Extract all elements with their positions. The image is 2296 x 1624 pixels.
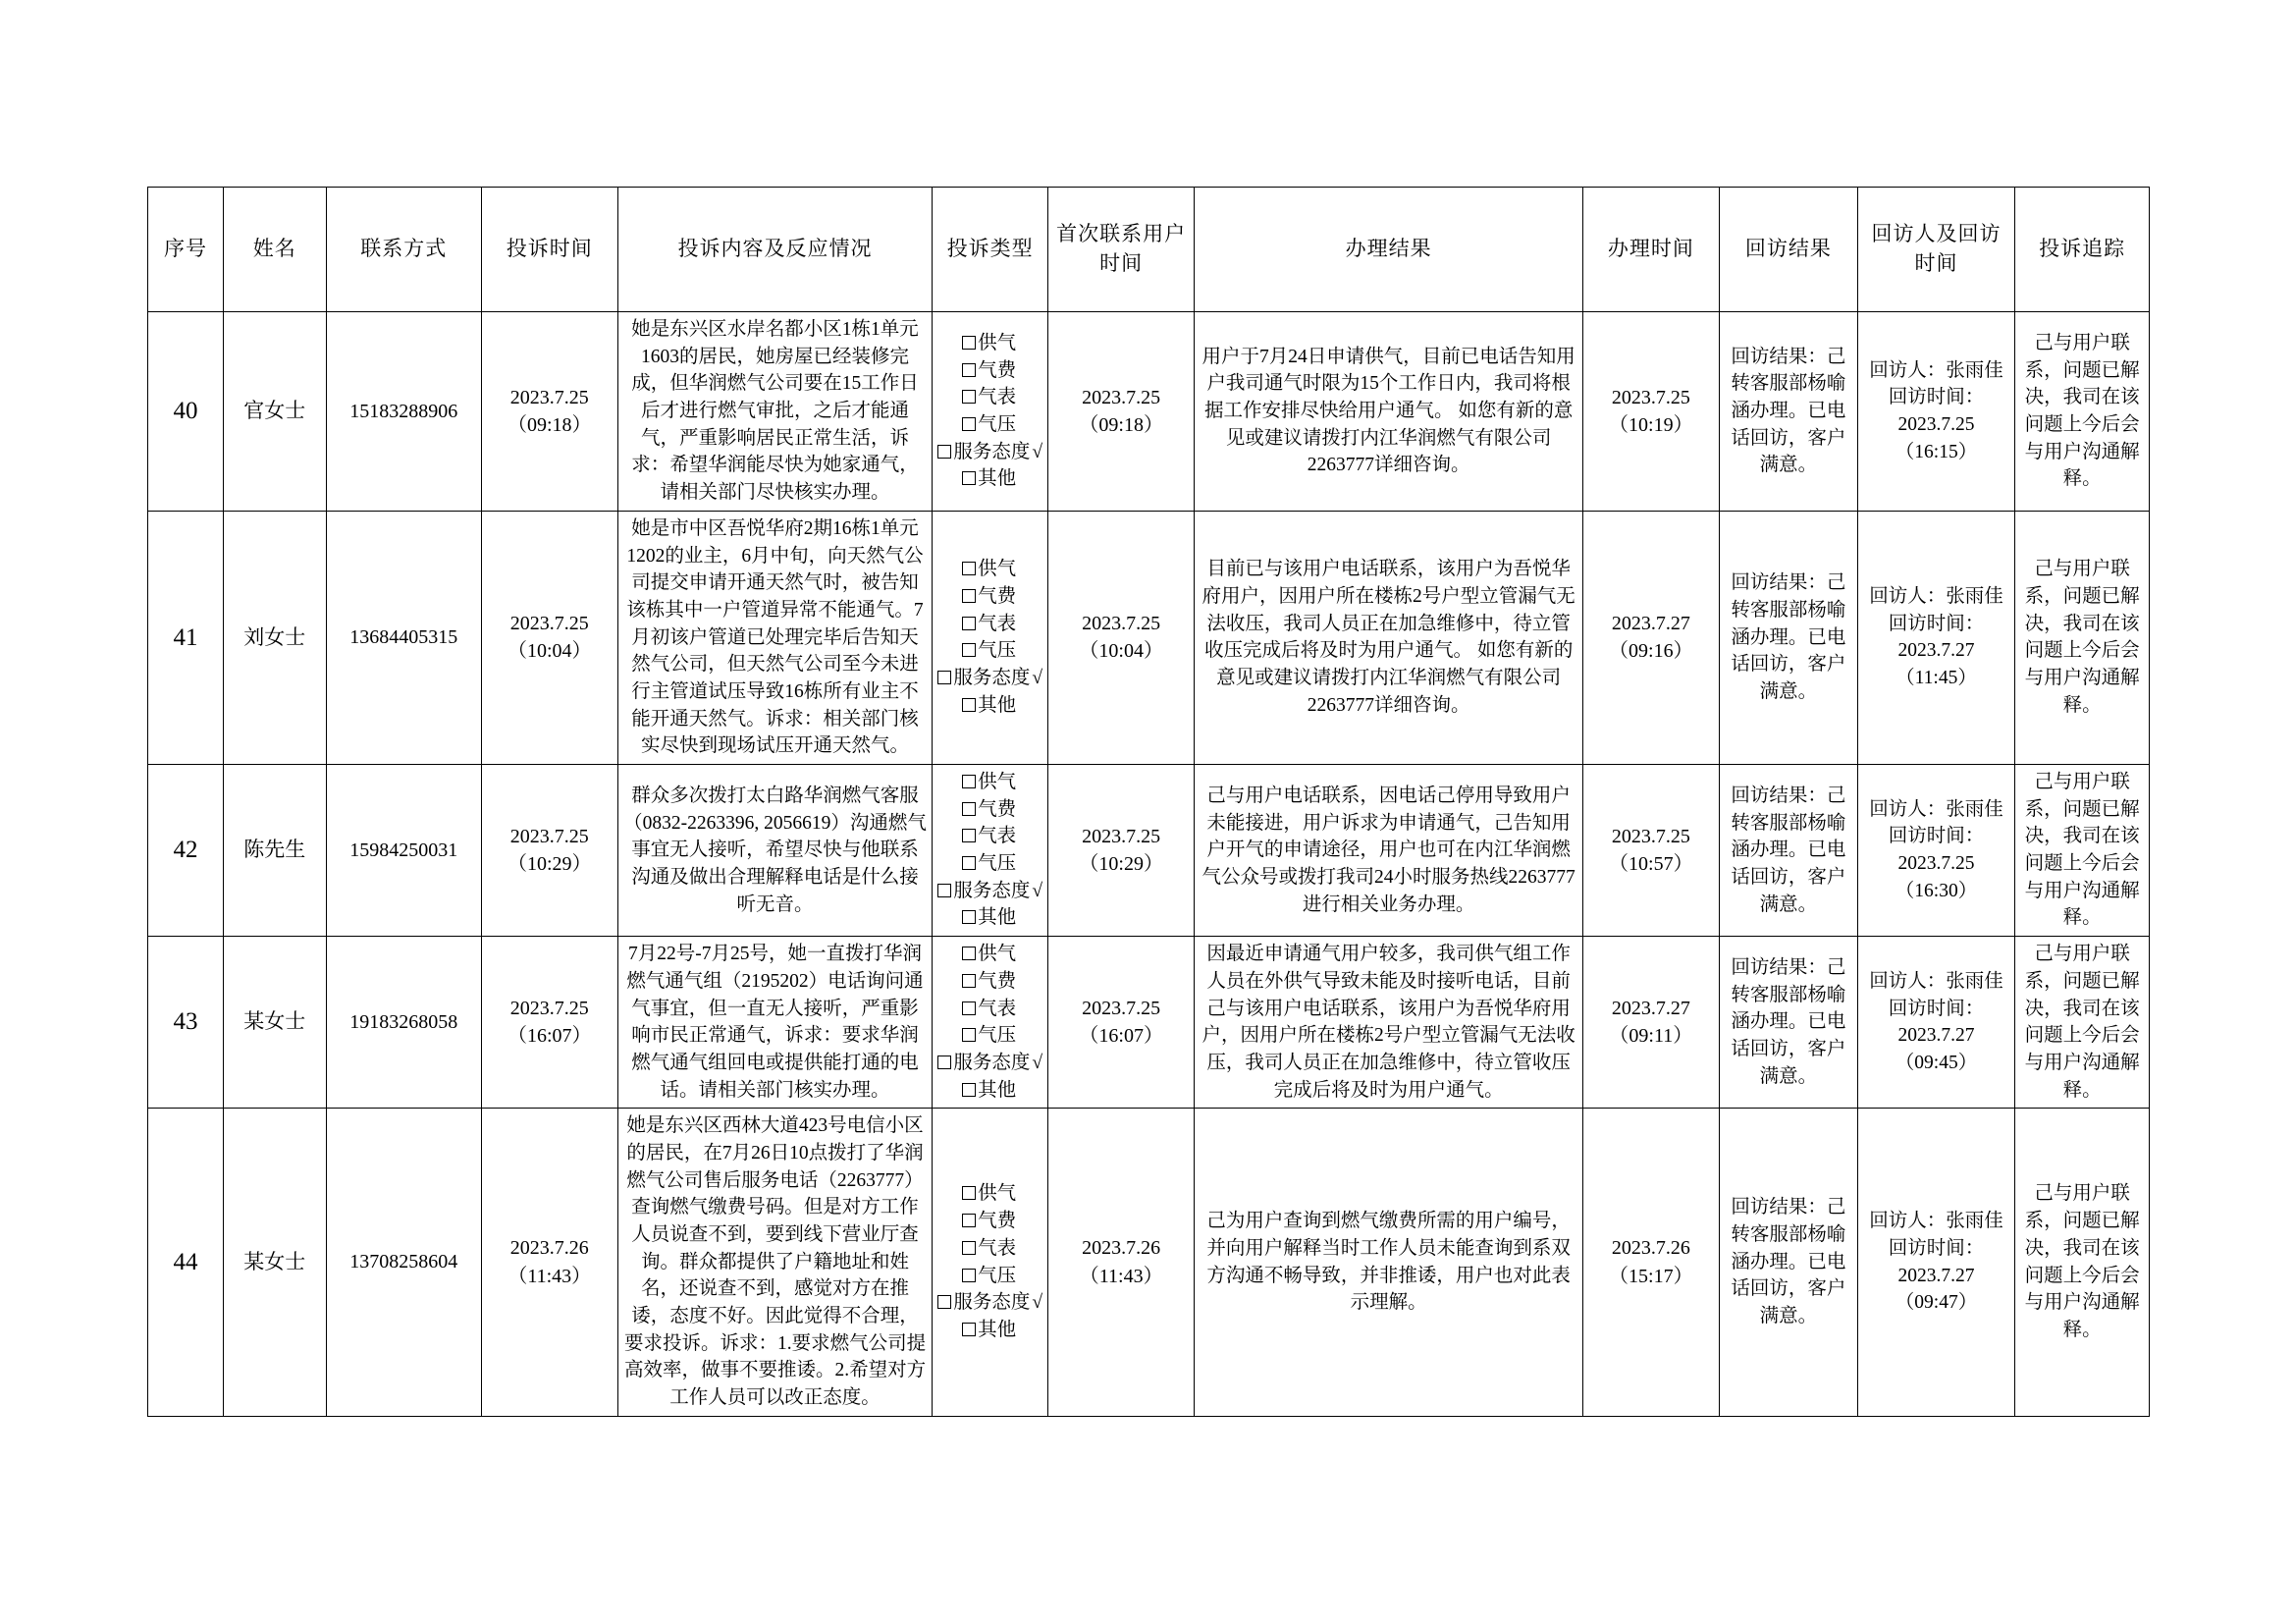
header-complaint-type: 投诉类型 — [933, 188, 1048, 312]
cell-name: 某女士 — [223, 1109, 326, 1417]
cell-visit-result: 回访结果：己转客服部杨喻涵办理。已电话回访，客户满意。 — [1719, 312, 1857, 512]
complaint-type-label: 气表 — [978, 998, 1017, 1019]
checkbox-icon[interactable] — [962, 617, 976, 630]
checkbox-icon[interactable] — [962, 856, 976, 870]
cell-index: 43 — [148, 937, 224, 1109]
complaint-type-label: 服务态度 — [953, 1292, 1031, 1314]
checkbox-icon[interactable] — [962, 829, 976, 842]
complaint-type-label: 服务态度 — [953, 880, 1031, 901]
cell-complaint-tracking: 己与用户联系，问题已解决，我司在该问题上今后会与用户沟通解释。 — [2015, 765, 2150, 937]
complaint-type-label: 其他 — [978, 1079, 1017, 1101]
cell-first-contact-time: 2023.7.25（10:04） — [1047, 511, 1195, 764]
cell-complaint-type — [933, 1109, 1048, 1417]
cell-name: 某女士 — [223, 937, 326, 1109]
table-body — [148, 312, 2150, 1417]
checkbox-icon[interactable] — [962, 643, 976, 657]
cell-complaint-time: 2023.7.25（16:07） — [481, 937, 617, 1109]
cell-name: 刘女士 — [223, 511, 326, 764]
cell-first-contact-time: 2023.7.25（09:18） — [1047, 312, 1195, 512]
table-header — [148, 188, 2150, 312]
complaint-type-option[interactable] — [962, 333, 1016, 353]
cell-handling-result: 目前已与该用户电话联系，该用户为吾悦华府用户，因用户所在楼栋2号户型立管漏气无法收压，我司人员正在加急维修中，待立管收压完成后将及时为用户通气。 如您有新的意见或建议请拨打内江华润燃气有限公司2263777详细咨询。 — [1195, 511, 1582, 764]
header-complaint-time: 投诉时间 — [481, 188, 617, 312]
complaint-type-label: 气费 — [978, 970, 1017, 992]
checkbox-icon[interactable] — [962, 698, 976, 712]
complaint-type-option[interactable] — [962, 468, 1016, 489]
complaint-type-label: 气表 — [978, 1237, 1017, 1259]
complaint-type-label: 服务态度 — [953, 441, 1031, 462]
checkbox-icon[interactable] — [962, 802, 976, 816]
cell-visit-result: 回访结果：己转客服部杨喻涵办理。已电话回访，客户满意。 — [1719, 937, 1857, 1109]
checkbox-icon[interactable] — [962, 562, 976, 575]
complaint-type-option[interactable] — [962, 1238, 1016, 1259]
header-first-contact-time: 首次联系用户时间 — [1047, 188, 1195, 312]
cell-handling-time: 2023.7.25（10:57） — [1582, 765, 1719, 937]
cell-complaint-time: 2023.7.26（11:43） — [481, 1109, 617, 1417]
complaint-type-label: 气费 — [978, 359, 1017, 381]
cell-name: 陈先生 — [223, 765, 326, 937]
checkbox-icon[interactable] — [962, 910, 976, 924]
cell-complaint-time: 2023.7.25（10:29） — [481, 765, 617, 937]
checkbox-icon[interactable] — [962, 336, 976, 350]
complaint-type-label: 气压 — [978, 640, 1017, 662]
complaint-type-label: 气表 — [978, 387, 1017, 408]
cell-visit-result: 回访结果：己转客服部杨喻涵办理。已电话回访，客户满意。 — [1719, 511, 1857, 764]
complaint-type-option[interactable] — [962, 586, 1016, 607]
complaint-type-option[interactable] — [962, 772, 1016, 792]
complaint-type-label: 供气 — [978, 1183, 1017, 1205]
checkbox-icon[interactable] — [962, 947, 976, 960]
complaint-type-label: 服务态度 — [953, 668, 1031, 689]
cell-complaint-content: 她是市中区吾悦华府2期16栋1单元1202的业主，6月中旬，向天然气公司提交申请开通天然气时，被告知该栋其中一户管道异常不能通气。7月初该户管道已处理完毕后告知天然气公司，但天然气公司至今未进行主管道试压导致16栋所有业主不能开通天然气。诉求：相关部门核实尽快到现场试压开通天然气。 — [617, 511, 933, 764]
complaint-type-label: 气费 — [978, 798, 1017, 820]
checkbox-icon[interactable] — [962, 1323, 976, 1336]
checkbox-icon[interactable] — [962, 1214, 976, 1227]
checkbox-icon[interactable] — [962, 589, 976, 603]
complaint-type-option[interactable] — [962, 614, 1016, 634]
cell-complaint-tracking: 己与用户联系，问题已解决，我司在该问题上今后会与用户沟通解释。 — [2015, 511, 2150, 764]
cell-visitor-and-time: 回访人：张雨佳回访时间：2023.7.25（16:30） — [1857, 765, 2014, 937]
header-visit-result: 回访结果 — [1719, 188, 1857, 312]
complaint-type-option[interactable] — [962, 971, 1016, 992]
checkbox-icon[interactable] — [962, 1186, 976, 1200]
cell-complaint-content: 群众多次拨打太白路华润燃气客服（0832-2263396, 2056619）沟通燃气事宜无人接听，希望尽快与他联系沟通及做出合理解释电话是什么接听无音。 — [617, 765, 933, 937]
cell-phone: 15984250031 — [326, 765, 481, 937]
cell-phone: 13708258604 — [326, 1109, 481, 1417]
checkbox-icon[interactable] — [962, 1269, 976, 1282]
complaint-type-label: 气费 — [978, 1211, 1017, 1232]
complaint-type-option[interactable] — [962, 1025, 1016, 1046]
complaint-type-option[interactable] — [962, 907, 1016, 928]
cell-first-contact-time: 2023.7.25（16:07） — [1047, 937, 1195, 1109]
complaint-type-label: 其他 — [978, 907, 1017, 929]
header-index: 序号 — [148, 188, 224, 312]
complaint-type-option[interactable] — [937, 881, 1042, 901]
complaint-type-option[interactable] — [962, 360, 1016, 381]
complaint-type-option[interactable] — [962, 799, 1016, 820]
complaint-type-option[interactable] — [962, 944, 1016, 964]
header-complaint-tracking: 投诉追踪 — [2015, 188, 2150, 312]
cell-visitor-and-time: 回访人：张雨佳回访时间：2023.7.25（16:15） — [1857, 312, 2014, 512]
cell-handling-time: 2023.7.26（15:17） — [1582, 1109, 1719, 1417]
cell-complaint-tracking: 己与用户联系，问题已解决，我司在该问题上今后会与用户沟通解释。 — [2015, 312, 2150, 512]
complaint-type-option[interactable] — [937, 1053, 1042, 1073]
cell-complaint-type — [933, 937, 1048, 1109]
table-row — [148, 511, 2150, 764]
header-name: 姓名 — [223, 188, 326, 312]
complaint-type-label: 气表 — [978, 613, 1017, 634]
cell-phone: 15183288906 — [326, 312, 481, 512]
cell-complaint-type — [933, 765, 1048, 937]
checkbox-icon[interactable] — [937, 671, 951, 684]
check-mark-icon: √ — [1032, 668, 1043, 689]
complaint-type-option[interactable] — [937, 442, 1042, 462]
cell-phone: 13684405315 — [326, 511, 481, 764]
checkbox-icon[interactable] — [962, 471, 976, 485]
complaint-type-label: 其他 — [978, 468, 1017, 490]
complaint-type-label: 气压 — [978, 1265, 1017, 1286]
cell-complaint-time: 2023.7.25（10:04） — [481, 511, 617, 764]
checkbox-icon[interactable] — [962, 1028, 976, 1042]
complaint-type-option[interactable] — [962, 999, 1016, 1019]
cell-complaint-type — [933, 312, 1048, 512]
checkbox-icon[interactable] — [962, 390, 976, 404]
cell-index: 42 — [148, 765, 224, 937]
complaint-type-label: 气表 — [978, 826, 1017, 847]
cell-visitor-and-time: 回访人：张雨佳回访时间：2023.7.27（09:45） — [1857, 937, 2014, 1109]
cell-handling-result: 用户于7月24日申请供气，目前已电话告知用户我司通气时限为15个工作日内，我司将根据工作安排尽快给用户通气。 如您有新的意见或建议请拨打内江华润燃气有限公司2263777详细咨询。 — [1195, 312, 1582, 512]
complaint-type-label: 气压 — [978, 853, 1017, 875]
complaint-type-label: 气压 — [978, 413, 1017, 435]
checkbox-icon[interactable] — [962, 775, 976, 788]
cell-index: 44 — [148, 1109, 224, 1417]
cell-handling-result: 己与用户电话联系，因电话己停用导致用户未能接进，用户诉求为申请通气，己告知用户开气的申请途径，用户也可在内江华润燃气公众号或拨打我司24小时服务热线2263777进行相关业务办理。 — [1195, 765, 1582, 937]
cell-first-contact-time: 2023.7.25（10:29） — [1047, 765, 1195, 937]
complaint-type-option[interactable] — [962, 1320, 1016, 1340]
complaint-type-label: 供气 — [978, 772, 1017, 792]
cell-handling-time: 2023.7.25（10:19） — [1582, 312, 1719, 512]
cell-complaint-tracking: 己与用户联系，问题已解决，我司在该问题上今后会与用户沟通解释。 — [2015, 937, 2150, 1109]
cell-handling-result: 己为用户查询到燃气缴费所需的用户编号，并向用户解释当时工作人员未能查询到系双方沟通不畅导致，并非推诿，用户也对此表示理解。 — [1195, 1109, 1582, 1417]
complaint-type-option[interactable] — [962, 853, 1016, 874]
check-mark-icon: √ — [1032, 880, 1043, 901]
cell-index: 40 — [148, 312, 224, 512]
checkbox-icon[interactable] — [937, 1295, 951, 1309]
complaint-type-label: 供气 — [978, 944, 1017, 965]
check-mark-icon: √ — [1032, 1292, 1043, 1314]
table-row — [148, 1109, 2150, 1417]
header-phone: 联系方式 — [326, 188, 481, 312]
complaint-type-label: 其他 — [978, 1319, 1017, 1340]
cell-handling-time: 2023.7.27（09:11） — [1582, 937, 1719, 1109]
complaint-type-option[interactable] — [962, 559, 1016, 579]
cell-visitor-and-time: 回访人：张雨佳回访时间：2023.7.27（09:47） — [1857, 1109, 2014, 1417]
checkbox-icon[interactable] — [937, 884, 951, 897]
checkbox-icon[interactable] — [962, 1241, 976, 1255]
checkbox-icon[interactable] — [962, 363, 976, 377]
complaint-type-label: 其他 — [978, 694, 1017, 716]
cell-complaint-content: 7月22号-7月25号，她一直拨打华润燃气通气组（2195202）电话询问通气事宜，但一直无人接听，严重影响市民正常通气，诉求：要求华润燃气通气组回电或提供能打通的电话。请相关部门核实办理。 — [617, 937, 933, 1109]
complaint-type-label: 供气 — [978, 332, 1017, 353]
complaint-type-option[interactable] — [962, 1080, 1016, 1101]
cell-name: 官女士 — [223, 312, 326, 512]
cell-visit-result: 回访结果：己转客服部杨喻涵办理。已电话回访，客户满意。 — [1719, 765, 1857, 937]
checkbox-icon[interactable] — [962, 1083, 976, 1097]
complaint-type-label: 供气 — [978, 559, 1017, 580]
cell-visit-result: 回访结果：己转客服部杨喻涵办理。已电话回访，客户满意。 — [1719, 1109, 1857, 1417]
complaint-type-option[interactable] — [962, 1266, 1016, 1286]
cell-complaint-time: 2023.7.25（09:18） — [481, 312, 617, 512]
check-mark-icon: √ — [1032, 441, 1043, 462]
cell-visitor-and-time: 回访人：张雨佳回访时间：2023.7.27（11:45） — [1857, 511, 2014, 764]
cell-handling-time: 2023.7.27（09:16） — [1582, 511, 1719, 764]
complaint-type-label: 气费 — [978, 586, 1017, 608]
table-row — [148, 765, 2150, 937]
complaint-record-table — [147, 187, 2150, 1417]
table-row — [148, 312, 2150, 512]
header-row — [148, 188, 2150, 312]
cell-handling-result: 因最近申请通气用户较多，我司供气组工作人员在外供气导致未能及时接听电话，目前己与该用户电话联系，该用户为吾悦华府用户，因用户所在楼栋2号户型立管漏气无法收压，我司人员正在加急维修中，待立管收压完成后将及时为用户通气。 — [1195, 937, 1582, 1109]
complaint-type-label: 服务态度 — [953, 1052, 1031, 1073]
complaint-type-option[interactable] — [962, 1211, 1016, 1231]
checkbox-icon[interactable] — [937, 1056, 951, 1069]
cell-first-contact-time: 2023.7.26（11:43） — [1047, 1109, 1195, 1417]
cell-complaint-type — [933, 511, 1048, 764]
complaint-type-option[interactable] — [962, 414, 1016, 435]
complaint-type-option[interactable] — [937, 1292, 1042, 1313]
header-complaint-content: 投诉内容及反应情况 — [617, 188, 933, 312]
cell-complaint-content: 她是东兴区西林大道423号电信小区的居民，在7月26日10点拨打了华润燃气公司售后服务电话（2263777）查询燃气缴费号码。但是对方工作人员说查不到，要到线下营业厅查询。群众都提供了户籍地址和姓名，还说查不到，感觉对方在推诿，态度不好。因此觉得不合理，要求投诉。诉求：1.要求燃气公司提高效率，做事不要推诿。2.希望对方工作人员可以改正态度。 — [617, 1109, 933, 1417]
header-visitor-and-time: 回访人及回访时间 — [1857, 188, 2014, 312]
header-handling-time: 办理时间 — [1582, 188, 1719, 312]
table-row — [148, 937, 2150, 1109]
complaint-type-label: 气压 — [978, 1025, 1017, 1047]
checkbox-icon[interactable] — [962, 1001, 976, 1015]
complaint-type-option[interactable] — [962, 640, 1016, 661]
complaint-type-option[interactable] — [937, 668, 1042, 688]
checkbox-icon[interactable] — [962, 974, 976, 988]
complaint-type-option[interactable] — [962, 826, 1016, 846]
header-handling-result: 办理结果 — [1195, 188, 1582, 312]
cell-complaint-content: 她是东兴区水岸名都小区1栋1单元1603的居民，她房屋已经装修完成，但华润燃气公司要在15工作日后才进行燃气审批，之后才能通气，严重影响居民正常生活，诉求：希望华润能尽快为她家通气，请相关部门尽快核实办理。 — [617, 312, 933, 512]
cell-complaint-tracking: 己与用户联系，问题已解决，我司在该问题上今后会与用户沟通解释。 — [2015, 1109, 2150, 1417]
checkbox-icon[interactable] — [937, 445, 951, 459]
complaint-type-option[interactable] — [962, 387, 1016, 407]
complaint-type-option[interactable] — [962, 1183, 1016, 1204]
complaint-type-option[interactable] — [962, 695, 1016, 716]
cell-phone: 19183268058 — [326, 937, 481, 1109]
check-mark-icon: √ — [1032, 1052, 1043, 1073]
cell-index: 41 — [148, 511, 224, 764]
checkbox-icon[interactable] — [962, 417, 976, 431]
